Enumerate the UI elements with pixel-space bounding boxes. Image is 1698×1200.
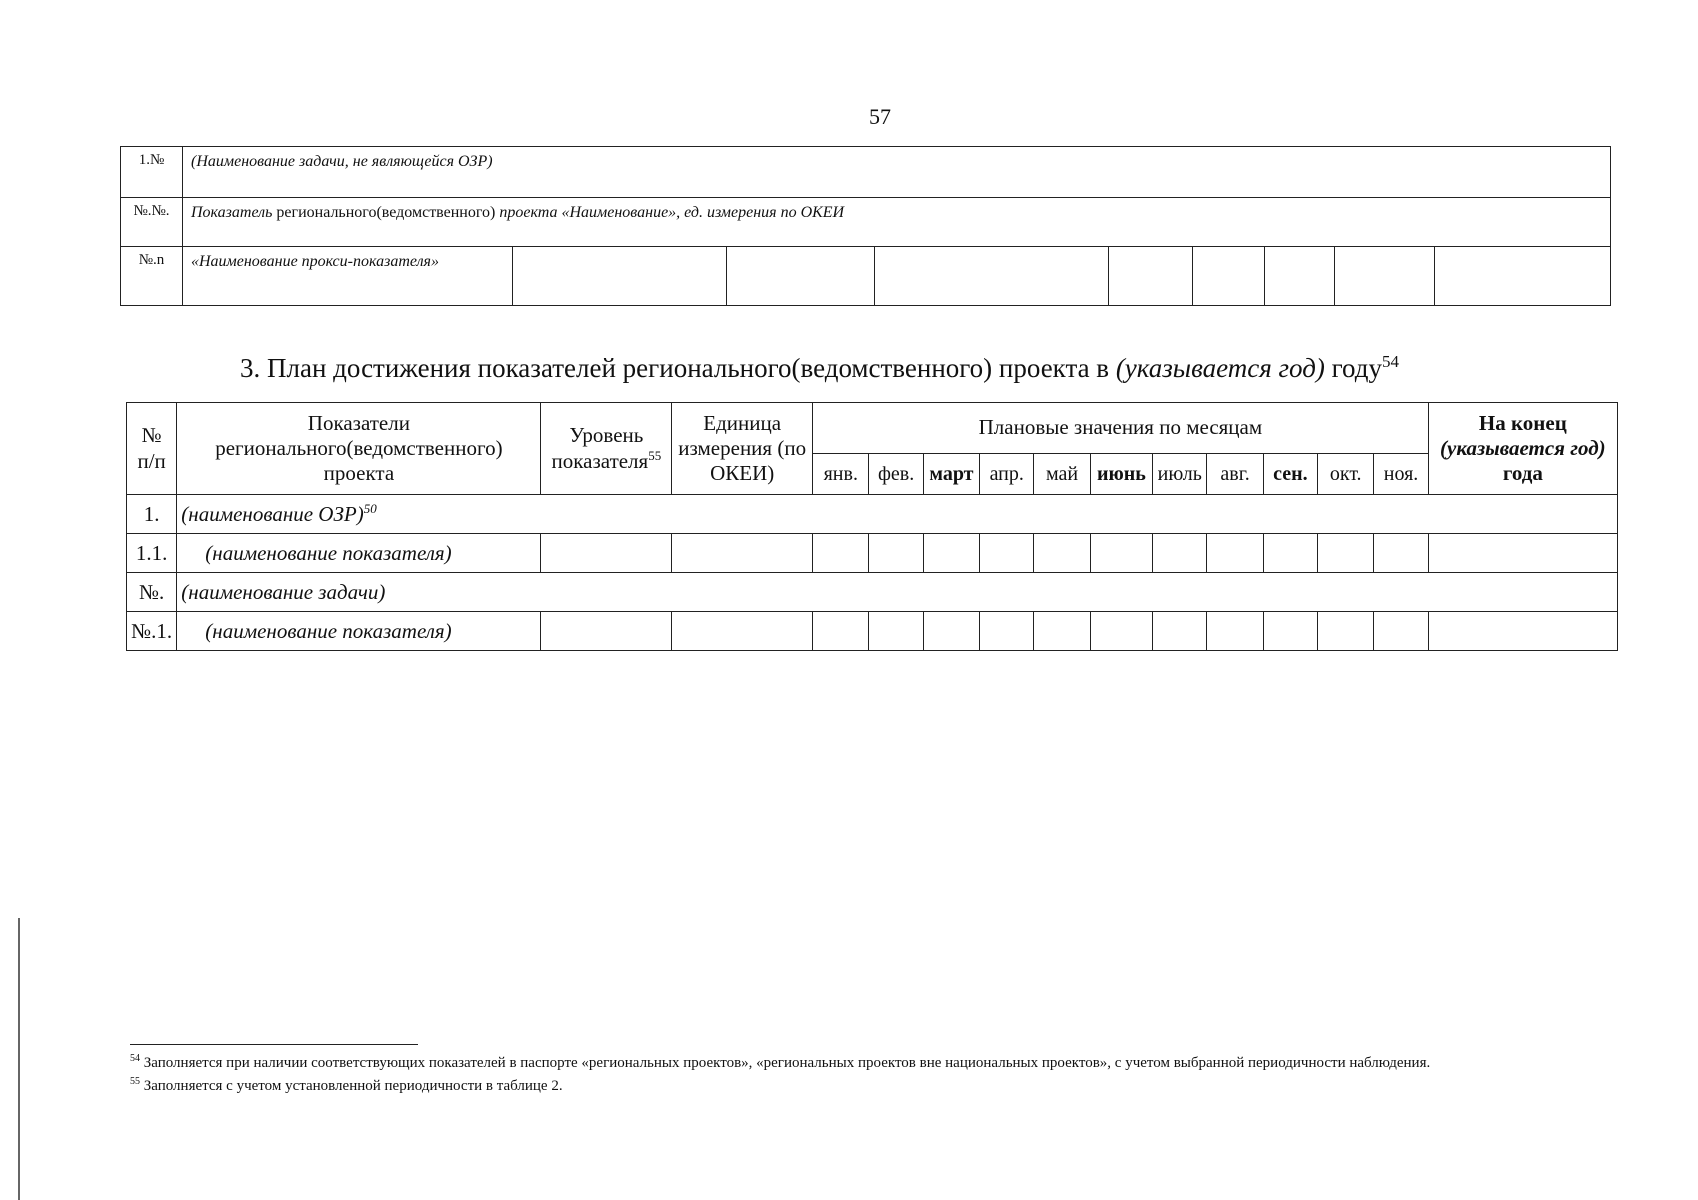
empty-cell xyxy=(1335,247,1435,306)
row-name-text: (наименование ОЗР) xyxy=(181,502,364,526)
empty-cell xyxy=(1428,534,1617,573)
header-indicators: Показатели регионального(ведомственного) проекта xyxy=(177,403,541,495)
scan-edge-line xyxy=(18,918,20,1200)
section-title-suffix: году xyxy=(1331,353,1382,383)
task-indicator-table xyxy=(120,146,1611,306)
empty-cell xyxy=(813,612,869,651)
empty-cell xyxy=(1034,612,1090,651)
row-name: (наименование показателя) xyxy=(177,612,541,651)
table-row xyxy=(127,573,1618,612)
month-header: окт. xyxy=(1318,454,1374,495)
table-row xyxy=(127,495,1618,534)
indicator-name xyxy=(183,198,1611,247)
proxy-row xyxy=(121,247,1611,306)
footnote-55 xyxy=(130,1075,1610,1098)
row-number: 1.1. xyxy=(127,534,177,573)
month-header: сен. xyxy=(1263,454,1317,495)
header-end-of-year xyxy=(1428,403,1617,495)
month-header: авг. xyxy=(1207,454,1263,495)
footnote-separator xyxy=(130,1044,418,1045)
empty-cell xyxy=(1435,247,1611,306)
empty-cell xyxy=(813,534,869,573)
empty-cell xyxy=(1374,612,1428,651)
empty-cell xyxy=(1034,534,1090,573)
indicator-row xyxy=(121,198,1611,247)
empty-cell xyxy=(923,612,979,651)
month-header: апр. xyxy=(980,454,1034,495)
row-name: (наименование показателя) xyxy=(177,534,541,573)
footnote-54 xyxy=(130,1052,1610,1075)
header-number: № п/п xyxy=(127,403,177,495)
header-end-part-1: На конец xyxy=(1478,410,1567,435)
row-number: №. xyxy=(127,573,177,612)
empty-cell xyxy=(869,612,923,651)
indicator-name-part-3: проекта «Наименование», ед. измерения по ОКЕИ xyxy=(499,204,845,221)
footnote-marker: 54 xyxy=(130,1053,140,1064)
proxy-name: «Наименование прокси-показателя» xyxy=(183,247,513,306)
row-number: №.1. xyxy=(127,612,177,651)
proxy-number: №.n xyxy=(121,247,183,306)
table-row xyxy=(127,534,1618,573)
task-name: (Наименование задачи, не являющейся ОЗР) xyxy=(183,147,1611,198)
row-name: (наименование задачи) xyxy=(177,573,1618,612)
empty-cell xyxy=(1090,612,1152,651)
section-title-prefix: 3. План достижения показателей регионального(ведомственного) проекта в xyxy=(240,353,1110,383)
empty-cell xyxy=(541,612,672,651)
plan-table xyxy=(126,402,1618,651)
month-header: фев. xyxy=(869,454,923,495)
footnote-marker: 55 xyxy=(130,1075,140,1087)
row-name xyxy=(177,495,1618,534)
empty-cell xyxy=(1153,612,1207,651)
month-header: янв. xyxy=(813,454,869,495)
month-header: май xyxy=(1034,454,1090,495)
indicator-name-part-1: Показатель xyxy=(191,204,273,221)
empty-cell xyxy=(1207,612,1263,651)
empty-cell xyxy=(727,247,875,306)
empty-cell xyxy=(1090,534,1152,573)
empty-cell xyxy=(1318,534,1374,573)
table-row xyxy=(127,612,1618,651)
empty-cell xyxy=(1318,612,1374,651)
footnotes xyxy=(130,1052,1610,1098)
header-unit: Единица измерения (по ОКЕИ) xyxy=(672,403,813,495)
header-level-label: Уровень показателя xyxy=(551,422,649,473)
empty-cell xyxy=(869,534,923,573)
header-level xyxy=(541,403,672,495)
empty-cell xyxy=(1193,247,1265,306)
indicator-name-part-2: регионального(ведомственного) xyxy=(276,204,496,221)
section-title-year: (указывается год) xyxy=(1115,353,1325,383)
empty-cell xyxy=(923,534,979,573)
footnote-ref-55: 55 xyxy=(648,448,662,463)
empty-cell xyxy=(513,247,727,306)
empty-cell xyxy=(1374,534,1428,573)
empty-cell xyxy=(980,612,1034,651)
page-number: 57 xyxy=(869,104,891,129)
empty-cell xyxy=(1109,247,1193,306)
header-end-part-2: (указывается год) xyxy=(1440,435,1606,460)
empty-cell xyxy=(1428,612,1617,651)
month-header: июль xyxy=(1153,454,1207,495)
empty-cell xyxy=(672,534,813,573)
empty-cell xyxy=(1153,534,1207,573)
empty-cell xyxy=(672,612,813,651)
empty-cell xyxy=(1207,534,1263,573)
task-row xyxy=(121,147,1611,198)
month-header: март xyxy=(923,454,979,495)
section-title xyxy=(240,352,1540,384)
month-header: ноя. xyxy=(1374,454,1428,495)
footnote-ref-50: 50 xyxy=(363,501,377,516)
footnote-text: Заполняется при наличии соответствующих показателей в паспорте «региональных проектов», «региональных проектов вне национальных проектов», с учетом выбранной периодичности наблюдения. xyxy=(143,1055,1431,1071)
empty-cell xyxy=(875,247,1109,306)
empty-cell xyxy=(1263,612,1317,651)
header-monthly-values: Плановые значения по месяцам xyxy=(813,403,1429,454)
row-number: 1. xyxy=(127,495,177,534)
month-header: июнь xyxy=(1090,454,1152,495)
task-number: 1.№ xyxy=(121,147,183,198)
empty-cell xyxy=(1263,534,1317,573)
indicator-number: №.№. xyxy=(121,198,183,247)
footnote-ref-54: 54 xyxy=(1381,352,1399,371)
plan-table-header-row xyxy=(127,403,1618,454)
footnote-text: Заполняется с учетом установленной периодичности в таблице 2. xyxy=(143,1077,563,1094)
empty-cell xyxy=(980,534,1034,573)
empty-cell xyxy=(1265,247,1335,306)
empty-cell xyxy=(541,534,672,573)
header-end-part-3: года xyxy=(1502,461,1543,486)
